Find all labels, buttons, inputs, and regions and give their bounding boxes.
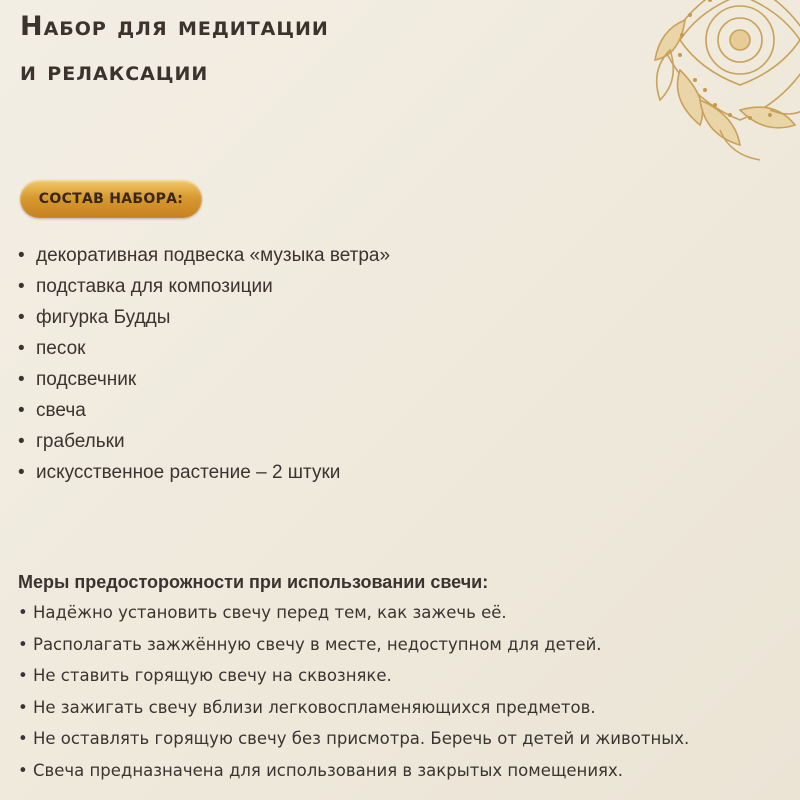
bullet-icon: •	[18, 400, 25, 421]
list-item: • Надёжно установить свечу перед тем, как зажечь её.	[18, 597, 689, 629]
list-item: • Не оставлять горящую свечу без присмотра. Беречь от детей и животных.	[18, 723, 689, 755]
list-item: • грабельки	[18, 426, 390, 457]
bullet-icon: •	[18, 634, 28, 654]
list-item: • декоративная подвеска «музыка ветра»	[18, 240, 390, 271]
list-item: • свеча	[18, 395, 390, 426]
contents-list	[18, 240, 390, 488]
bullet-icon: •	[18, 697, 28, 717]
mandala-ornament-icon	[610, 0, 800, 180]
contents-header-badge: СОСТАВ НАБОРА:	[20, 180, 202, 218]
title-line-1: Набор для медитации	[20, 11, 329, 42]
list-item: • фигурка Будды	[18, 302, 390, 333]
list-item: • Не зажигать свечу вблизи легковоспламеняющихся предметов.	[18, 692, 689, 724]
precautions-list	[18, 597, 689, 786]
bullet-icon: •	[18, 760, 28, 780]
list-item: • Не ставить горящую свечу на сквозняке.	[18, 660, 689, 692]
list-item: • искусственное растение – 2 штуки	[18, 457, 390, 488]
bullet-icon: •	[18, 462, 25, 483]
title-line-2: и релаксации	[20, 56, 209, 87]
list-item: • Располагать зажжённую свечу в месте, недоступном для детей.	[18, 629, 689, 661]
list-item: • подсвечник	[18, 364, 390, 395]
bullet-icon: •	[18, 369, 25, 390]
bullet-icon: •	[18, 729, 28, 748]
page-title	[20, 4, 329, 94]
bullet-icon: •	[18, 338, 25, 359]
bullet-icon: •	[18, 245, 25, 266]
list-item: • песок	[18, 333, 390, 364]
bullet-icon: •	[18, 666, 28, 685]
precautions-title: Меры предосторожности при использовании свечи:	[18, 572, 489, 592]
list-item: • Свеча предназначена для использования в закрытых помещениях.	[18, 755, 689, 787]
bullet-icon: •	[18, 431, 25, 452]
bullet-icon: •	[18, 307, 25, 328]
bullet-icon: •	[18, 603, 28, 622]
bullet-icon: •	[18, 276, 25, 297]
list-item: • подставка для композиции	[18, 271, 390, 302]
